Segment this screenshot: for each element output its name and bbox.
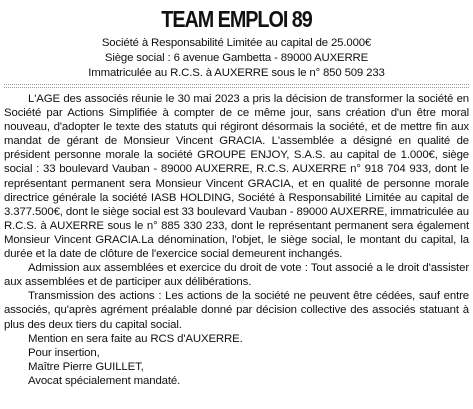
paragraph-transformation: L'AGE des associés réunie le 30 mai 2023 a pris la décision de transformer la société en Société par Actions Simplifiée à compter de ce même jour, sans création d'un être moral nouveau, d'adopter le texte des statuts qui régiront désormais la société, et de mettre fin aux mandat de gérant de Monsieur Vincent GRACIA. L'assemblée a désigné en qualité de président personne morale la société GROUPE ENJOY, S.A.S. au capital de 1.000€, siège social : 33 boulevard Vauban - 89000 AUXERRE, R.C.S. AUXERRE n° 918 704 933, dont le représentant permanent sera Monsieur Vincent GRACIA, et en qualité de personne morale directrice générale la société IASB HOLDING, Société à Responsabilité Limitée au capital de 3.377.500€, dont le siège social est 33 boulevard Vauban - 89000 AUXERRE, immatriculée au R.C.S. à AUXERRE sous le n° 885 330 233, dont le représentant permanent sera également Monsieur Vincent GRACIA.La dénomination, l'objet, le siège social, le montant du capital, la durée et la date de clôture de l'exercice social demeurent inchangés.: [4, 93, 469, 261]
paragraph-voting-rights: Admission aux assemblées et exercice du droit de vote : Tout associé a le droit d'assister aux assemblées et de participer aux délibérations.: [4, 262, 469, 289]
company-registration: Immatriculée au R.C.S. à AUXERRE sous le n° 850 509 233: [88, 67, 385, 79]
signature-name: Maître Pierre GUILLET,: [28, 360, 144, 373]
paragraph-rcs-mention: Mention en sera faite au RCS d'AUXERRE.: [28, 332, 243, 345]
signature-insertion: Pour insertion,: [28, 346, 100, 359]
notice-title: TEAM EMPLOI 89: [161, 6, 312, 32]
header-divider: [4, 84, 469, 88]
legal-notice: [4, 6, 469, 388]
signature-role: Avocat spécialement mandaté.: [28, 374, 181, 387]
company-registered-office: Siège social : 6 avenue Gambetta - 89000 AUXERRE: [104, 52, 369, 64]
company-legal-form: Société à Responsabilité Limitée au capital de 25.000€: [101, 37, 372, 49]
paragraph-share-transfer: Transmission des actions : Les actions de la société ne peuvent être cédées, sauf entre associés, qu'après agrément préalable donné par décision collective des associés statuant à plus des deux tiers du capital social.: [4, 290, 469, 331]
